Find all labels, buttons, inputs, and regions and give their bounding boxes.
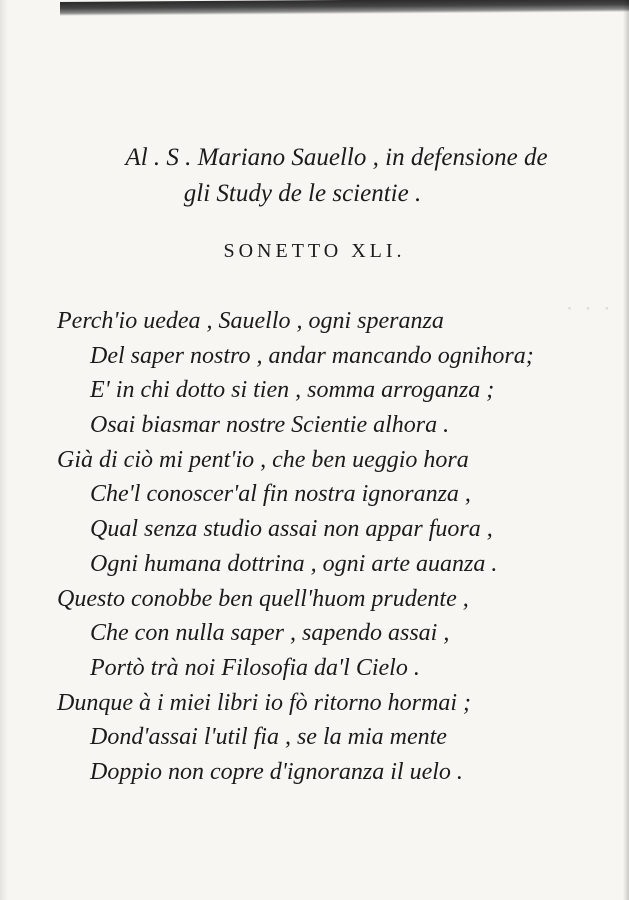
verse-line: Già di ciò mi pent'io , che ben ueggio hora bbox=[57, 446, 469, 473]
verse-line: Doppio non copre d'ignoranza il uelo . bbox=[90, 758, 463, 785]
verse-line: Del saper nostro , andar mancando ognihora; bbox=[90, 342, 534, 369]
verse-line: Portò trà noi Filosofia da'l Cielo . bbox=[90, 654, 420, 681]
verse-line: E' in chi dotto si tien , somma arroganza ; bbox=[90, 377, 495, 404]
verse-line: Qual senza studio assai non appar fuora , bbox=[90, 516, 493, 543]
verse-line: Osai biasmar nostre Scientie alhora . bbox=[90, 412, 450, 439]
verse-line: Che'l conoscer'al fin nostra ignoranza , bbox=[90, 481, 471, 508]
dedication-heading-line-2: gli Study de le scientie . bbox=[183, 180, 422, 207]
verse-line: Che con nulla saper , sapendo assai , bbox=[90, 620, 450, 647]
page-top-edge-shadow bbox=[60, 0, 629, 16]
verse-line: Ogni humana dottrina , ogni arte auanza . bbox=[90, 550, 498, 577]
sonnet-verses bbox=[0, 304, 629, 790]
verse-line: Dond'assai l'util fia , se la mia mente bbox=[90, 724, 447, 751]
sonnet-title: SONETTO XLI. bbox=[223, 240, 406, 262]
verse-line: Perch'io uedea , Sauello , ogni speranza bbox=[57, 308, 444, 334]
verse-line: Questo conobbe ben quell'huom prudente , bbox=[57, 585, 469, 612]
verse-line: Dunque à i miei libri io fò ritorno hormai ; bbox=[57, 689, 471, 716]
show-through-ink: · · · bbox=[563, 296, 610, 320]
dedication-heading-line-1: Al . S . Mariano Sauello , in defensione de bbox=[125, 144, 548, 171]
